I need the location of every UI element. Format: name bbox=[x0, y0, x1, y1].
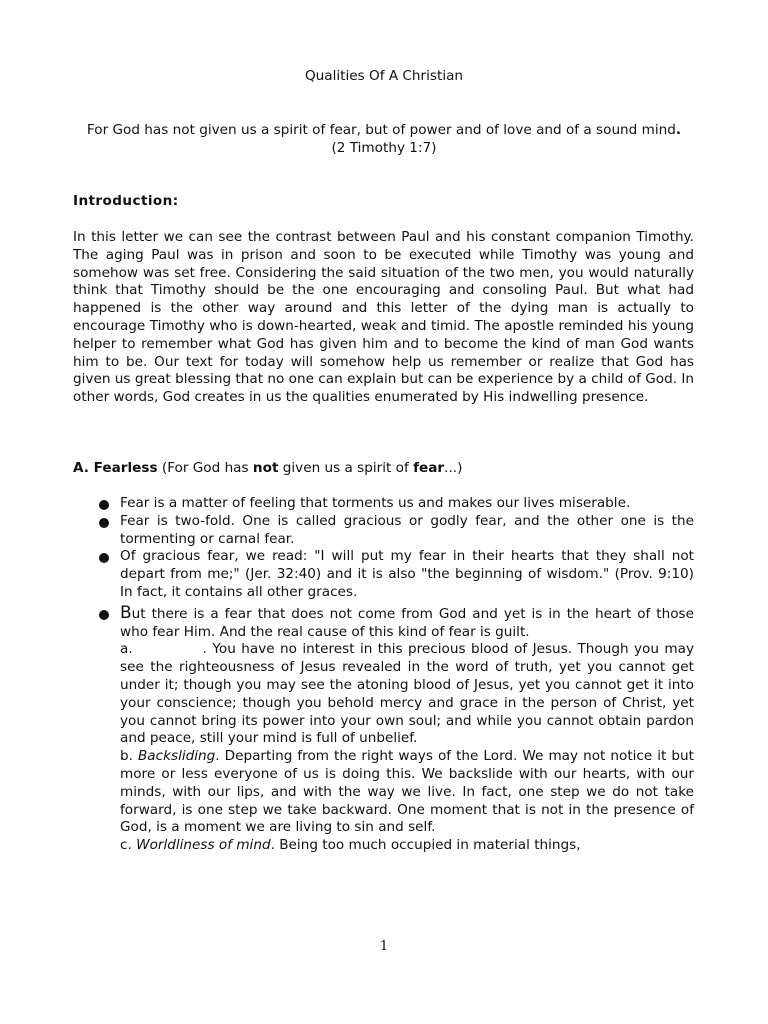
section-a-not: not bbox=[252, 460, 279, 476]
section-a-heading bbox=[73, 460, 694, 478]
bullet-icon bbox=[99, 500, 109, 510]
list-item: But there is a fear that does not come from God and yet is in the heart of those who fear Him. And the real cause of this kind of fear is guilt. a. . You have no interest in this precious blood of Jesus. Though you may see the righteousness of Jesus revealed in the word of truth, yet you cannot get under it; though you may see the atoning blood of Jesus, yet you cannot get it into your conscience; though you behold mercy and grace in the person of Christ, yet you cannot bring its power into your own soul; and while you cannot obtain pardon and peace, still your mind is full of unbelief. b. Backsliding. Departing from the right ways of the Lord. We may not notice it but more or less everyone of us is doing this. We backslide with our hearts, with our minds, with our lips, and with the way we live. In fact, one step we do not take forward, is one step we take backward. One moment that is not in the presence of God, is a moment we are living to sin and self. c. Worldliness of mind. Being too much occupied in material things, bbox=[73, 605, 694, 855]
section-a-close: ...) bbox=[444, 460, 463, 476]
key-verse bbox=[85, 122, 683, 158]
section-a-label: A. Fearless bbox=[73, 460, 158, 476]
fear-bullet-list bbox=[73, 495, 694, 855]
document-title: Qualities Of A Christian bbox=[304, 68, 464, 84]
list-item: Fear is a matter of feeling that torments us and makes our lives miserable. bbox=[73, 495, 694, 513]
verse-end: . bbox=[675, 122, 682, 138]
section-a-mid: given us a spirit of bbox=[278, 460, 414, 476]
bullet-icon bbox=[99, 553, 109, 563]
section-a-paren-open: (For God has bbox=[157, 460, 253, 476]
sub-item-c: c. Worldliness of mind. Being too much occupied in material things, bbox=[120, 837, 581, 854]
introduction-paragraph: In this letter we can see the contrast between Paul and his constant companion Timothy. The aging Paul was in prison and soon to be executed while Timothy was young and somehow was set free. Considering the said situation of the two men, you would naturally think that Timothy should be the one encouraging and consoling Paul. But what had happened is the other way around and this letter of the dying man is actually to encourage Timothy who is down-hearted, weak and timid. The apostle reminded his young helper to remember what God has given him and to become the kind of man God wants him to be. Our text for today will somehow help us remember or realize that God has given us great blessing that no one can explain but can be experience by a child of God. In other words, God creates in us the qualities enumerated by His indwelling presence. bbox=[73, 229, 694, 406]
bullet-icon bbox=[99, 610, 109, 620]
list-item: Of gracious fear, we read: "I will put my fear in their hearts that they shall not depart from me;" (Jer. 32:40) and it is also "the beginning of wisdom." (Prov. 9:10) In fact, it contains all other graces. bbox=[73, 548, 694, 601]
bullet-icon bbox=[99, 518, 109, 528]
introduction-heading: Introduction: bbox=[73, 193, 179, 209]
drop-letter: B bbox=[120, 602, 132, 623]
page-number: 1 bbox=[379, 939, 389, 954]
verse-text: For God has not given us a spirit of fear, but of power and of love and of a sound mind bbox=[86, 122, 676, 138]
verse-reference: (2 Timothy 1:7) bbox=[331, 139, 437, 156]
sub-item-a: a. . You have no interest in this precious blood of Jesus. Though you may see the righteousness of Jesus revealed in the word of truth, yet you cannot get under it; though you may see the atoning blood of Jesus, yet you cannot get it into your conscience; though you behold mercy and grace in the person of Christ, yet you cannot bring its power into your own soul; and while you cannot obtain pardon and peace, still your mind is full of unbelief. bbox=[120, 641, 694, 747]
section-a-fear: fear bbox=[413, 460, 445, 476]
sub-item-b: b. Backsliding. Departing from the right ways of the Lord. We may not notice it but more or less everyone of us is doing this. We backslide with our hearts, with our minds, with our lips, and with the way we live. In fact, one step we do not take forward, is one step we take backward. One moment that is not in the presence of God, is a moment we are living to sin and self. bbox=[120, 748, 694, 836]
list-item: Fear is two-fold. One is called gracious or godly fear, and the other one is the tormenting or carnal fear. bbox=[73, 513, 694, 549]
